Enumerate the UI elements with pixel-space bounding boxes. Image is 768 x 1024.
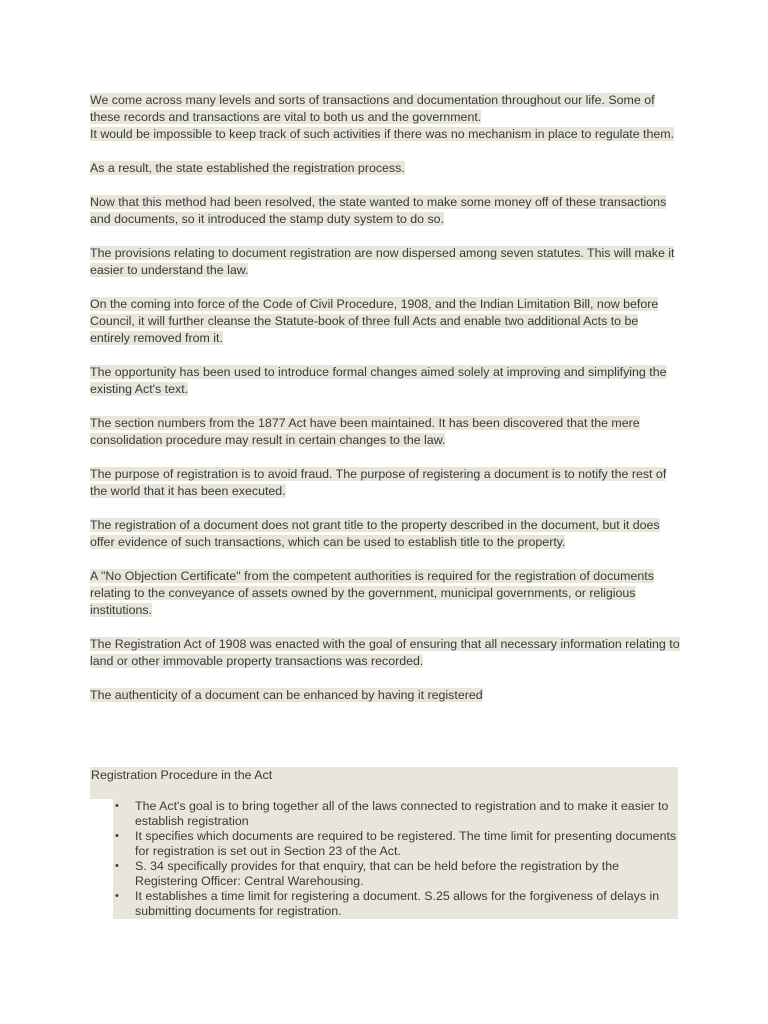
paragraph-text: We come across many levels and sorts of transactions and documentation throughout our life. Some of these records and transactions are vital to both us and the government. xyxy=(90,93,655,124)
list-item xyxy=(90,859,678,889)
paragraph-intro xyxy=(90,92,680,143)
paragraph-text: A "No Objection Certificate" from the competent authorities is required for the registration of documents relating to the conveyance of assets owned by the government, municipal governments, or religious institutions. xyxy=(90,569,654,617)
paragraph xyxy=(90,636,680,670)
paragraph xyxy=(90,160,680,177)
paragraph xyxy=(90,296,680,347)
paragraph xyxy=(90,245,680,279)
paragraph-text: The purpose of registration is to avoid fraud. The purpose of registering a document is to notify the rest of the world that it has been executed. xyxy=(90,467,667,498)
paragraph xyxy=(90,568,680,619)
paragraph xyxy=(90,517,680,551)
bullet-icon: • xyxy=(115,860,119,872)
paragraph-text: The registration of a document does not grant title to the property described in the document, but it does offer evidence of such transactions, which can be used to establish title to the property. xyxy=(90,518,660,549)
paragraph-text: Now that this method had been resolved, the state wanted to make some money off of these transactions and documents, so it introduced the stamp duty system to do so. xyxy=(90,195,667,226)
list-item-text: The Act's goal is to bring together all of the laws connected to registration and to make it easier to establish registration xyxy=(113,799,678,829)
registration-procedure-section xyxy=(90,767,678,919)
section-title: Registration Procedure in the Act xyxy=(91,768,273,782)
list-item-text: It specifies which documents are required to be registered. The time limit for presenting documents for registration is set out in Section 23 of the Act. xyxy=(113,829,678,859)
list-item-text: S. 34 specifically provides for that enquiry, that can be held before the registration by the Registering Officer: Central Warehousing. xyxy=(113,859,678,889)
list-item xyxy=(90,829,678,859)
bullet-icon: • xyxy=(115,890,119,902)
paragraph-text: On the coming into force of the Code of Civil Procedure, 1908, and the Indian Limitation Bill, now before Council, it will further cleanse the Statute-book of three full Acts and enable two additional Acts to be entirely removed from it. xyxy=(90,297,659,345)
paragraph-text: It would be impossible to keep track of such activities if there was no mechanism in place to regulate them. xyxy=(90,127,675,141)
paragraph xyxy=(90,194,680,228)
document-body xyxy=(90,92,680,721)
paragraph xyxy=(90,364,680,398)
paragraph xyxy=(90,466,680,500)
paragraph-text: As a result, the state established the registration process. xyxy=(90,161,405,175)
bullet-icon: • xyxy=(115,800,119,812)
paragraph-text: The section numbers from the 1877 Act have been maintained. It has been discovered that the mere consolidation procedure may result in certain changes to the law. xyxy=(90,416,640,447)
procedure-list xyxy=(90,799,678,919)
paragraph-text: The provisions relating to document registration are now dispersed among seven statutes. This will make it easier to understand the law. xyxy=(90,246,675,277)
list-item-text: It establishes a time limit for registering a document. S.25 allows for the forgiveness of delays in submitting documents for registration. xyxy=(113,889,678,919)
procedure-list-container xyxy=(90,799,678,919)
paragraph-text: The authenticity of a document can be enhanced by having it registered xyxy=(90,688,483,702)
list-item xyxy=(90,889,678,919)
paragraph-last xyxy=(90,687,680,704)
paragraph xyxy=(90,415,680,449)
paragraph-text: The opportunity has been used to introduce formal changes aimed solely at improving and simplifying the existing Act's text. xyxy=(90,365,667,396)
list-item xyxy=(90,799,678,829)
paragraph-text: The Registration Act of 1908 was enacted with the goal of ensuring that all necessary information relating to land or other immovable property transactions was recorded. xyxy=(90,637,680,668)
bullet-icon: • xyxy=(115,830,119,842)
